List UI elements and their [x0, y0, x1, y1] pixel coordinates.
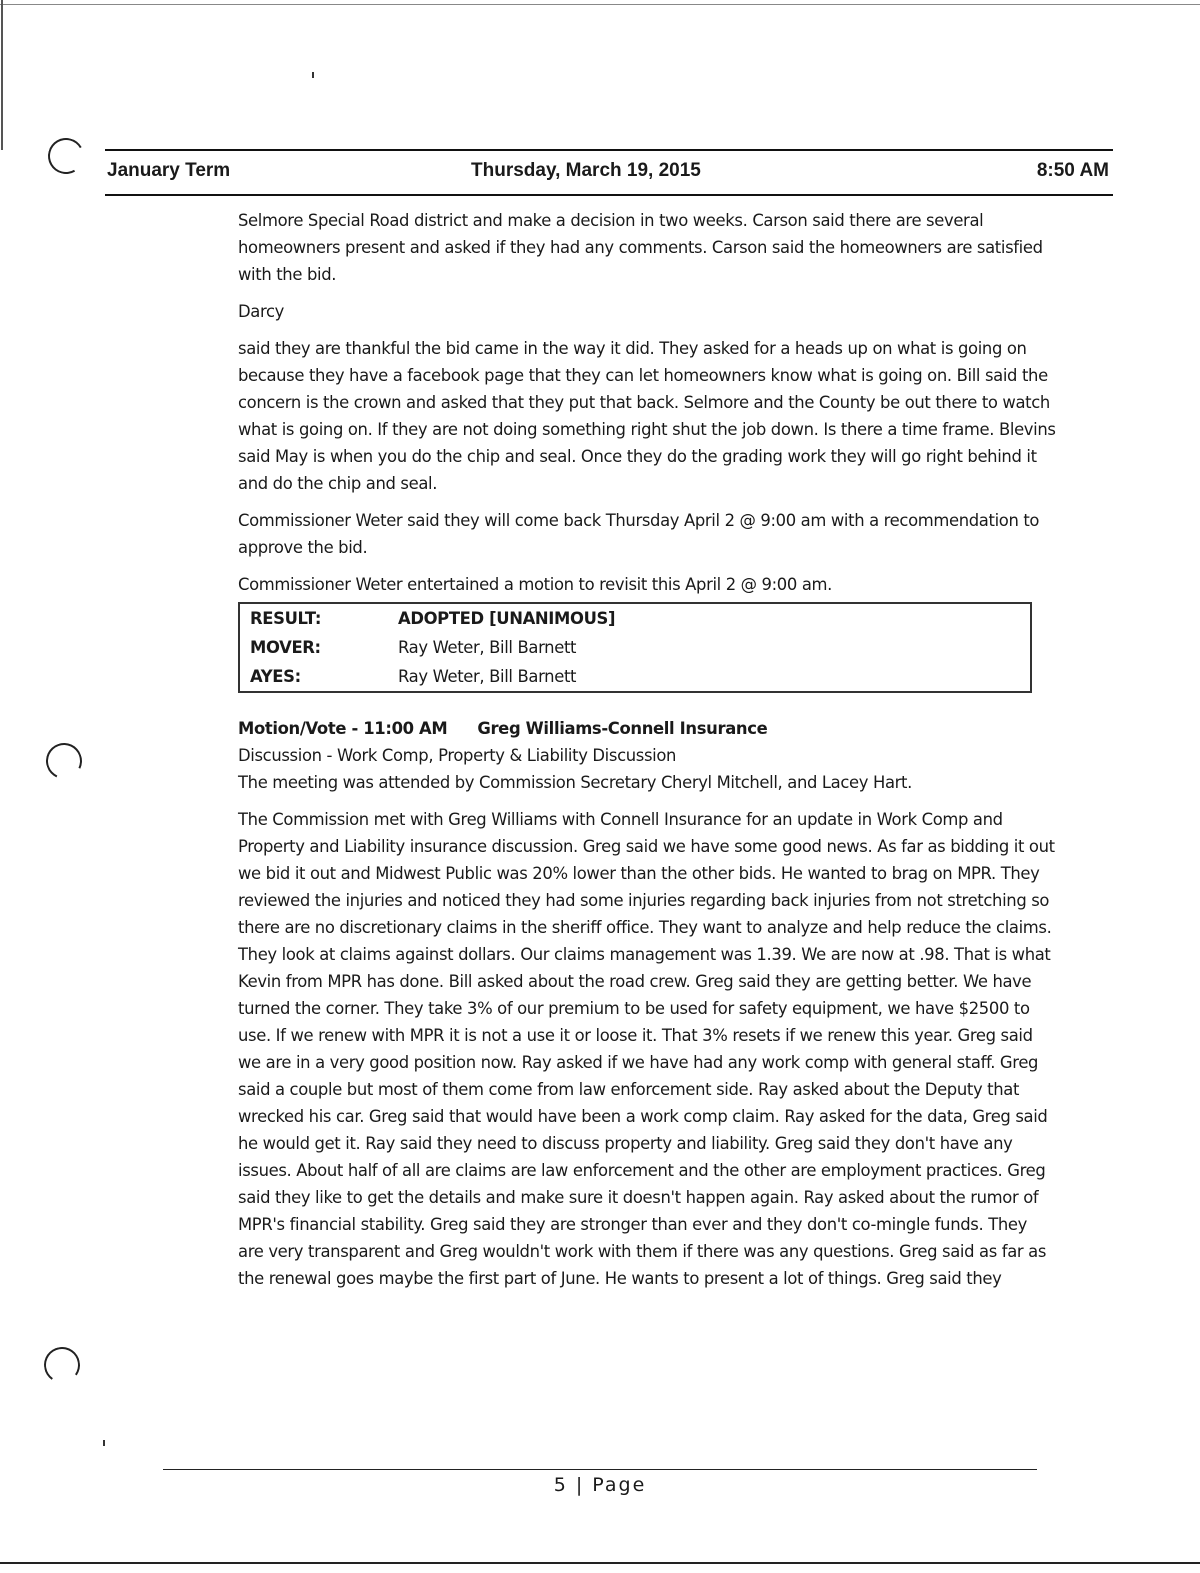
table-row — [239, 603, 1031, 633]
header-time: 8:50 AM — [1036, 160, 1109, 181]
punch-hole-bottom — [41, 1344, 83, 1386]
header-rule-bottom — [105, 194, 1113, 196]
discussion-line: Discussion - Work Comp, Property & Liability Discussion — [238, 746, 677, 765]
scan-edge-bottom — [0, 1562, 1200, 1564]
motion-time: Motion/Vote - 11:00 AM — [238, 719, 448, 738]
header-date: Thursday, March 19, 2015 — [471, 160, 701, 181]
page-number: 5 | Page — [553, 1474, 647, 1496]
paragraph: Darcy — [238, 302, 285, 321]
result-value: ADOPTED [UNANIMOUS] — [398, 609, 616, 628]
paragraph: said they are thankful the bid came in the way it did. They asked for a heads up on what is going on because they have a facebook page that they can let homeowners know what is going on. Bill said the concern is the crown and asked that they put that back. Selmore and the County be out there to watch what is going on. If they are not doing something right shut the job down. Is there a time frame. Blevins said May is when you do the chip and seal. Once they do the grading work they will go right behind it and do the chip and seal. — [238, 339, 1056, 493]
result-label: RESULT: — [250, 609, 322, 628]
table-row — [239, 662, 1031, 692]
paragraph: Commissioner Weter entertained a motion to revisit this April 2 @ 9:00 am. — [238, 575, 832, 594]
scan-edge-left — [1, 0, 3, 150]
scan-edge-top — [0, 4, 1200, 5]
ayes-value: Ray Weter, Bill Barnett — [398, 667, 577, 686]
motion-title: Greg Williams-Connell Insurance — [477, 719, 768, 738]
header-rule-top — [105, 149, 1113, 151]
paragraph: Selmore Special Road district and make a decision in two weeks. Carson said there are several homeowners present and asked if they had any comments. Carson said the homeowners are satisfied with the bid. — [238, 211, 1043, 284]
punch-hole-middle — [41, 738, 87, 784]
footer-rule — [163, 1469, 1037, 1470]
punch-hole-top — [44, 134, 88, 178]
ayes-label: AYES: — [250, 667, 301, 686]
paragraph: The Commission met with Greg Williams with Connell Insurance for an update in Work Comp and Property and Liability insurance discussion. Greg said we have some good news. As far as bidding it out we bid it out and Midwest Public was 20% lower than the other bids. He wanted to brag on MPR. They reviewed the injuries and noticed they had some injuries regarding back injuries from not stretching so there are no discretionary claims in the sheriff office. They want to analyze and help reduce the claims. They look at claims against dollars. Our claims management was 1.39. We are now at .98. That is what Kevin from MPR has done. Bill asked about the road crew. Greg said they are getting better. We have turned the corner. They take 3% of our premium to be used for safety equipment, we have $2500 to use. If we renew with MPR it is not a use it or loose it. That 3% resets if we renew this year. Greg said we are in a very good position now. Ray asked if we have had any work comp with general staff. Greg said a couple but most of them come from law enforcement side. Ray asked about the Deputy that wrecked his car. Greg said that would have been a work comp claim. Ray asked for the data, Greg said he would get it. Ray said they need to discuss property and liability. Greg said they don't have any issues. About half of all are claims are law enforcement and the other are employment practices. Greg said they like to get the details and make sure it doesn't happen again. Ray asked about the rumor of MPR's financial stability. Greg said they are stronger than ever and they don't co-mingle funds. They are very transparent and Greg wouldn't work with them if there was any questions. Greg said as far as the renewal goes maybe the first part of June. He wants to present a lot of things. Greg said they — [238, 810, 1055, 1288]
table-row — [239, 633, 1031, 662]
scan-speck — [312, 72, 314, 78]
paragraph: Commissioner Weter said they will come back Thursday April 2 @ 9:00 am with a recommendation to approve the bid. — [238, 511, 1040, 557]
scan-speck — [103, 1440, 105, 1446]
header-term: January Term — [107, 160, 231, 181]
attendance-line: The meeting was attended by Commission Secretary Cheryl Mitchell, and Lacey Hart. — [238, 773, 912, 792]
vote-result-table — [238, 602, 1032, 693]
minutes-body — [238, 207, 1056, 1292]
motion-heading — [238, 715, 1056, 742]
mover-label: MOVER: — [250, 638, 321, 657]
page-header — [107, 160, 1109, 190]
mover-value: Ray Weter, Bill Barnett — [398, 638, 577, 657]
